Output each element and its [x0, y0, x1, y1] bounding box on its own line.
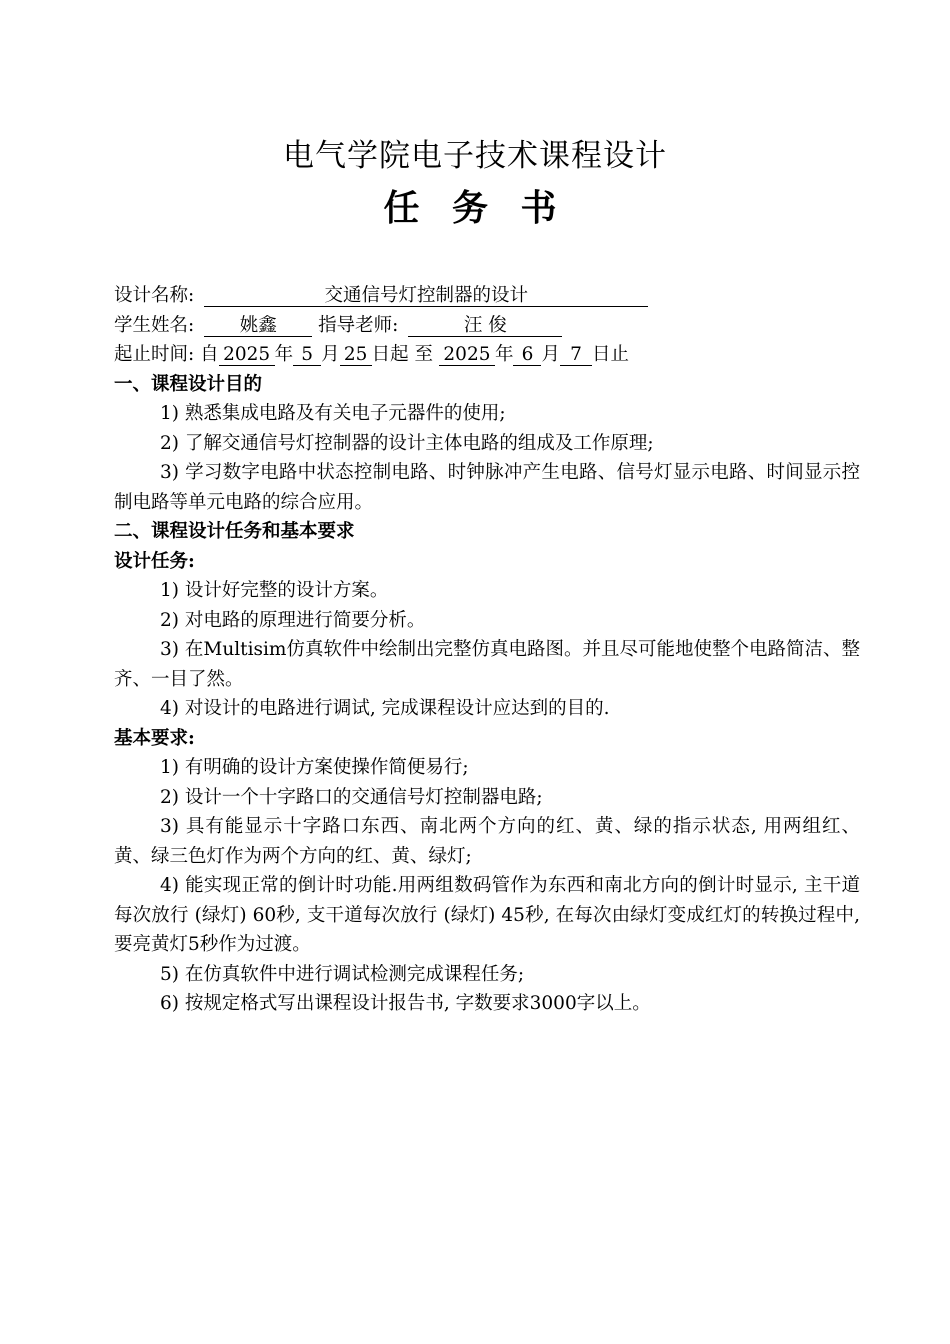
start-month: 5	[293, 345, 321, 366]
requirements-heading: 基本要求:	[114, 727, 195, 749]
requirement-item: 2) 设计一个十字路口的交通信号灯控制器电路;	[160, 786, 543, 808]
section2-heading: 二、课程设计任务和基本要求	[114, 521, 355, 542]
period-row	[114, 340, 860, 370]
start-day: 25	[340, 345, 372, 366]
teacher-name-value: 汪 俊	[408, 316, 562, 337]
start-day-word: 日起 至	[371, 344, 434, 365]
student-row	[114, 311, 860, 341]
document-body	[114, 281, 860, 1019]
end-month: 6	[513, 345, 541, 366]
start-year: 2025	[219, 345, 275, 366]
start-month-word: 月	[321, 344, 340, 365]
requirement-item: 3) 具有能显示十字路口东西、南北两个方向的红、黄、绿的指示状态, 用两组红、黄、绿三色灯作为两个方向的红、黄、绿灯;	[114, 816, 860, 867]
requirement-item: 6) 按规定格式写出课程设计报告书, 字数要求3000字以上。	[160, 993, 651, 1014]
student-label: 学生姓名:	[114, 314, 195, 336]
student-name-value: 姚鑫	[204, 316, 312, 337]
purpose-item: 2) 了解交通信号灯控制器的设计主体电路的组成及工作原理;	[160, 432, 654, 454]
task-item: 4) 对设计的电路进行调试, 完成课程设计应达到的目的.	[160, 698, 610, 719]
end-month-word: 月	[541, 344, 560, 365]
tasks-heading: 设计任务:	[114, 550, 195, 572]
task-item: 3) 在Multisim仿真软件中绘制出完整仿真电路图。并且尽可能地使整个电路简洁、整齐、一目了然。	[114, 639, 860, 690]
document-subtitle: 任 务 书	[383, 187, 567, 229]
design-name-label: 设计名称:	[114, 285, 195, 306]
task-item: 1) 设计好完整的设计方案。	[160, 580, 389, 601]
requirement-item: 5) 在仿真软件中进行调试检测完成课程任务;	[160, 963, 525, 985]
end-day-word: 日止	[591, 344, 629, 365]
requirement-item: 1) 有明确的设计方案使操作简便易行;	[160, 757, 469, 778]
document-title: 电气学院电子技术课程设计	[283, 138, 667, 174]
period-label: 起止时间:	[114, 344, 195, 365]
purpose-item: 3) 学习数字电路中状态控制电路、时钟脉冲产生电路、信号灯显示电路、时间显示控制电路等单元电路的综合应用。	[114, 462, 860, 513]
task-item: 2) 对电路的原理进行简要分析。	[160, 609, 426, 631]
design-name-row	[114, 281, 860, 311]
start-year-word: 年	[274, 344, 294, 365]
end-year: 2025	[439, 345, 495, 366]
section1-heading: 一、课程设计目的	[114, 373, 263, 395]
purpose-item: 1) 熟悉集成电路及有关电子元器件的使用;	[160, 403, 506, 424]
requirement-item: 4) 能实现正常的倒计时功能.用两组数码管作为东西和南北方向的倒计时显示, 主干道每次放行 (绿灯) 60秒, 支干道每次放行 (绿灯) 45秒, 在每次由绿灯变成红灯的转换过程中, 要亮黄灯5秒作为过渡。	[114, 875, 860, 955]
end-day: 7	[560, 345, 592, 366]
design-name-value: 交通信号灯控制器的设计	[204, 286, 648, 307]
end-year-word: 年	[494, 344, 514, 365]
period-from-word: 自	[200, 344, 219, 365]
teacher-label: 指导老师:	[318, 314, 399, 336]
